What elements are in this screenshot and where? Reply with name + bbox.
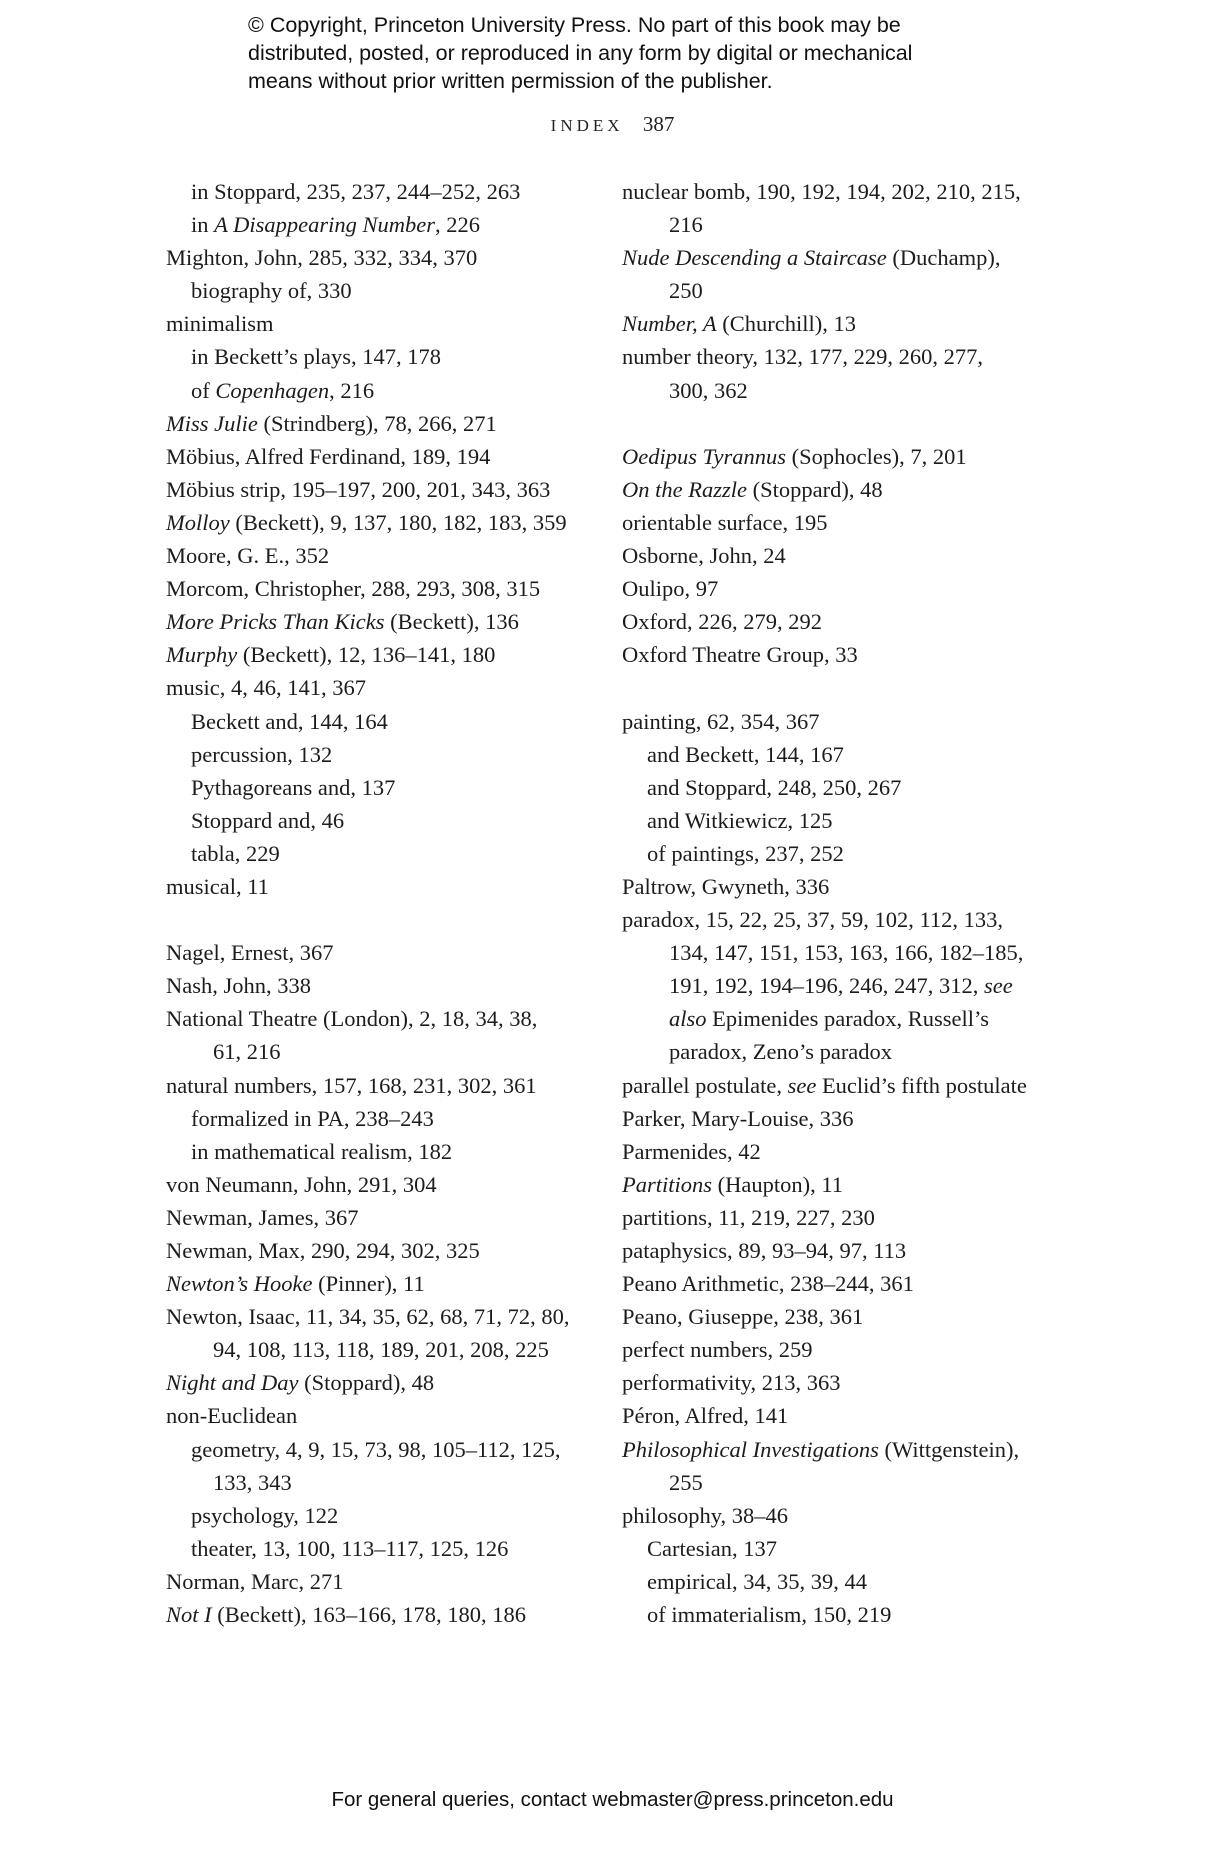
index-entry-text: Beckett and, 144, 164	[191, 708, 388, 734]
index-entry-text: in Beckett’s plays, 147, 178	[191, 344, 441, 370]
index-entry-text: Cartesian, 137	[647, 1535, 777, 1561]
index-spacer	[166, 903, 586, 936]
index-entry-text: non-Euclidean	[166, 1403, 298, 1429]
index-entry-title: Philosophical Investigations	[622, 1436, 879, 1462]
index-subentry	[166, 274, 586, 307]
index-subentry	[166, 1532, 586, 1565]
page-number: 387	[642, 112, 675, 136]
index-entry-text: , 226	[434, 212, 480, 238]
index-entry-text: of immaterialism, 150, 219	[647, 1602, 892, 1628]
index-entry-text: Möbius, Alfred Ferdinand, 189, 194	[166, 443, 491, 469]
index-entry-text: in Stoppard, 235, 237, 244–252, 263	[191, 179, 521, 204]
index-entry-text: 300, 362	[669, 377, 748, 403]
index-entry-continuation	[622, 374, 1052, 407]
index-entry	[166, 1234, 586, 1267]
index-entry-text: nuclear bomb, 190, 192, 194, 202, 210, 215,	[622, 179, 1021, 204]
index-entry	[166, 638, 586, 671]
index-entry-text: pataphysics, 89, 93–94, 97, 113	[622, 1238, 907, 1263]
index-entry-title: Night and Day	[166, 1370, 299, 1396]
index-entry	[166, 506, 586, 539]
index-entry-text: 216	[669, 212, 703, 238]
index-entry-text: perfect numbers, 259	[622, 1337, 813, 1363]
index-entry	[166, 1168, 586, 1201]
index-entry-text: 133, 343	[213, 1469, 292, 1495]
index-entry-text: Oulipo, 97	[622, 576, 719, 602]
index-entry	[166, 1565, 586, 1598]
index-entry-text: Osborne, John, 24	[622, 543, 786, 569]
index-entry-text: von Neumann, John, 291, 304	[166, 1171, 437, 1197]
index-entry-text: theater, 13, 100, 113–117, 125, 126	[191, 1535, 509, 1561]
index-entry-continuation	[622, 208, 1052, 241]
index-entry-text: (Beckett), 163–166, 178, 180, 186	[211, 1602, 526, 1628]
index-entry-text: (Haupton), 11	[712, 1171, 844, 1197]
index-entry	[622, 638, 1052, 671]
copyright-notice	[248, 11, 1008, 95]
index-entry-text: (Stoppard), 48	[746, 476, 883, 502]
index-entry	[622, 572, 1052, 605]
index-entry-text: (Churchill), 13	[716, 311, 856, 337]
index-entry	[622, 175, 1052, 208]
index-subentry	[166, 1499, 586, 1532]
index-entry-text: natural numbers, 157, 168, 231, 302, 361	[166, 1072, 537, 1098]
index-subentry	[166, 771, 586, 804]
index-entry	[622, 473, 1052, 506]
index-entry-text: Newman, James, 367	[166, 1204, 359, 1230]
index-entry	[622, 307, 1052, 340]
index-entry-title: Oedipus Tyrannus	[622, 443, 786, 469]
index-entry-text: (Pinner), 11	[312, 1271, 425, 1297]
index-column-right	[622, 175, 1052, 1631]
index-entry	[622, 1366, 1052, 1399]
index-entry-title: Partitions	[622, 1171, 713, 1197]
index-entry-continuation	[166, 1035, 586, 1068]
index-entry	[622, 506, 1052, 539]
index-entry-continuation	[622, 969, 1052, 1002]
index-spacer	[622, 407, 1052, 440]
index-entry	[622, 440, 1052, 473]
index-subentry	[622, 738, 1052, 771]
index-entry	[622, 340, 1052, 373]
index-entry-text: Oxford Theatre Group, 33	[622, 642, 858, 668]
index-entry-text: Norman, Marc, 271	[166, 1568, 344, 1594]
index-entry	[166, 1399, 586, 1432]
index-entry-text: (Beckett), 12, 136–141, 180	[237, 642, 496, 668]
index-subentry	[166, 340, 586, 373]
copyright-line: © Copyright, Princeton University Press. No part of this book may be	[248, 13, 901, 37]
index-entry-text: (Beckett), 9, 137, 180, 182, 183, 359	[229, 509, 567, 535]
index-entry-text: paradox, 15, 22, 25, 37, 59, 102, 112, 133,	[622, 907, 1004, 933]
index-entry-text: 94, 108, 113, 118, 189, 201, 208, 225	[213, 1337, 549, 1363]
index-entry-text: 250	[669, 278, 703, 304]
index-entry	[166, 1069, 586, 1102]
index-entry-text: Stoppard and, 46	[191, 807, 345, 833]
index-entry-title: Copenhagen	[215, 377, 330, 403]
index-entry	[622, 1300, 1052, 1333]
index-entry-text: Moore, G. E., 352	[166, 543, 330, 569]
index-entry	[622, 1069, 1052, 1102]
index-entry-text: (Sophocles), 7, 201	[785, 443, 967, 469]
index-entry-text: Nagel, Ernest, 367	[166, 940, 334, 966]
index-entry	[622, 241, 1052, 274]
index-entry	[622, 705, 1052, 738]
index-subentry	[622, 837, 1052, 870]
index-entry	[166, 307, 586, 340]
index-subentry	[166, 1433, 586, 1466]
index-subentry	[622, 1565, 1052, 1598]
index-entry-text: National Theatre (London), 2, 18, 34, 38,	[166, 1006, 538, 1032]
index-entry-text: Newton, Isaac, 11, 34, 35, 62, 68, 71, 72, 80,	[166, 1304, 570, 1330]
index-entry	[166, 241, 586, 274]
index-subentry	[622, 1598, 1052, 1631]
index-entry-text: Mighton, John, 285, 332, 334, 370	[166, 245, 478, 271]
index-entry	[166, 572, 586, 605]
index-entry-text: 191, 192, 194–196, 246, 247, 312,	[669, 973, 984, 999]
index-entry	[166, 605, 586, 638]
index-entry-continuation	[166, 1333, 586, 1366]
index-subentry	[166, 208, 586, 241]
index-entry-text: in	[191, 212, 215, 238]
index-entry-text: (Duchamp),	[886, 245, 1001, 271]
index-subentry	[166, 738, 586, 771]
index-spacer	[622, 671, 1052, 704]
index-entry-text: Parmenides, 42	[622, 1138, 761, 1164]
index-entry	[622, 1499, 1052, 1532]
index-entry-text: number theory, 132, 177, 229, 260, 277,	[622, 344, 983, 370]
index-entry-title: On the Razzle	[622, 476, 747, 502]
index-entry	[622, 1168, 1052, 1201]
index-entry-continuation	[622, 1002, 1052, 1035]
index-subentry	[166, 175, 586, 208]
index-entry-text: Nash, John, 338	[166, 973, 311, 999]
index-entry-text: Euclid’s fifth postulate	[816, 1072, 1027, 1098]
index-entry	[166, 440, 586, 473]
index-entry-text: 255	[669, 1469, 703, 1495]
index-entry-text: Péron, Alfred, 141	[622, 1403, 789, 1429]
index-entry	[622, 1201, 1052, 1234]
index-entry-text: Morcom, Christopher, 288, 293, 308, 315	[166, 576, 541, 602]
index-entry	[622, 903, 1052, 936]
index-entry-text: minimalism	[166, 311, 274, 337]
index-entry-text: Epimenides paradox, Russell’s	[706, 1006, 989, 1032]
index-entry-title: see	[984, 973, 1013, 999]
index-entry	[622, 539, 1052, 572]
index-entry-title: Newton’s Hooke	[166, 1271, 313, 1297]
index-column-left	[166, 175, 586, 1631]
index-entry-text: (Beckett), 136	[384, 609, 519, 635]
index-entry-text: tabla, 229	[191, 840, 280, 866]
index-entry-title: More Pricks Than Kicks	[166, 609, 385, 635]
index-entry-text: percussion, 132	[191, 741, 333, 767]
index-subentry	[166, 1135, 586, 1168]
index-entry	[622, 1234, 1052, 1267]
index-entry-title: Molloy	[166, 509, 230, 535]
index-entry-text: paradox, Zeno’s paradox	[669, 1039, 893, 1065]
index-entry	[622, 1267, 1052, 1300]
index-entry-title: Miss Julie	[166, 410, 258, 436]
index-entry	[166, 969, 586, 1002]
index-entry-text: Pythagoreans and, 137	[191, 774, 396, 800]
index-entry-text: (Stoppard), 48	[298, 1370, 435, 1396]
index-entry-text: and Stoppard, 248, 250, 267	[647, 774, 902, 800]
index-entry	[622, 1433, 1052, 1466]
index-entry-text: Oxford, 226, 279, 292	[622, 609, 822, 635]
index-entry-text: and Witkiewicz, 125	[647, 807, 833, 833]
index-subentry	[166, 374, 586, 407]
index-entry-text: of	[191, 377, 216, 403]
index-entry-text: psychology, 122	[191, 1502, 339, 1528]
index-entry-text: geometry, 4, 9, 15, 73, 98, 105–112, 125,	[191, 1436, 561, 1462]
index-entry-text: (Strindberg), 78, 266, 271	[257, 410, 497, 436]
index-entry-text: Newman, Max, 290, 294, 302, 325	[166, 1238, 480, 1263]
index-subentry	[166, 837, 586, 870]
index-entry-text: philosophy, 38–46	[622, 1502, 789, 1528]
index-entry	[166, 1267, 586, 1300]
index-entry-continuation	[166, 1466, 586, 1499]
index-entry	[166, 473, 586, 506]
index-entry-text: (Wittgenstein),	[878, 1436, 1020, 1462]
index-entry-text: Peano, Giuseppe, 238, 361	[622, 1304, 864, 1330]
index-entry	[166, 1366, 586, 1399]
index-entry-title: see	[787, 1072, 817, 1098]
index-entry	[166, 870, 586, 903]
index-entry-text: formalized in PA, 238–243	[191, 1105, 434, 1131]
index-entry-continuation	[622, 1466, 1052, 1499]
index-entry-text: painting, 62, 354, 367	[622, 708, 820, 734]
index-entry-continuation	[622, 1035, 1052, 1068]
index-entry	[166, 1300, 586, 1333]
index-entry-text: Peano Arithmetic, 238–244, 361	[622, 1271, 914, 1297]
index-entry-text: empirical, 34, 35, 39, 44	[647, 1568, 867, 1594]
copyright-line: means without prior written permission of the publisher.	[248, 69, 773, 93]
index-entry-title: Nude Descending a Staircase	[622, 245, 887, 271]
index-entry-title: A Disappearing Number	[214, 212, 435, 238]
index-entry-text: performativity, 213, 363	[622, 1370, 841, 1396]
running-head-title: INDEX	[550, 116, 624, 135]
index-entry-text: music, 4, 46, 141, 367	[166, 675, 366, 701]
index-subentry	[166, 1102, 586, 1135]
footer-contact: For general queries, contact webmaster@press.princeton.edu	[331, 1788, 894, 1811]
index-entry-text: of paintings, 237, 252	[647, 840, 844, 866]
index-subentry	[622, 1532, 1052, 1565]
index-entry-text: , 216	[329, 377, 375, 403]
index-entry-text: biography of, 330	[191, 278, 352, 304]
index-entry	[622, 1102, 1052, 1135]
index-entry	[622, 605, 1052, 638]
index-entry-title: also	[669, 1006, 707, 1032]
index-entry	[622, 1135, 1052, 1168]
index-entry-text: 61, 216	[213, 1039, 281, 1065]
index-entry-text: and Beckett, 144, 167	[647, 741, 844, 767]
index-entry	[166, 936, 586, 969]
index-subentry	[622, 804, 1052, 837]
index-entry-text: partitions, 11, 219, 227, 230	[622, 1204, 875, 1230]
index-entry-text: Parker, Mary-Louise, 336	[622, 1105, 854, 1131]
index-entry	[166, 1598, 586, 1631]
copyright-line: distributed, posted, or reproduced in any form by digital or mechanical	[248, 41, 913, 65]
index-entry	[166, 539, 586, 572]
index-entry-continuation	[622, 936, 1052, 969]
index-entry	[622, 1333, 1052, 1366]
index-subentry	[166, 705, 586, 738]
index-entry-text: Möbius strip, 195–197, 200, 201, 343, 363	[166, 476, 551, 502]
running-head	[0, 112, 1225, 137]
index-entry-text: parallel postulate,	[622, 1072, 788, 1098]
index-entry	[166, 407, 586, 440]
index-entry-continuation	[622, 274, 1052, 307]
index-entry-title: Not I	[166, 1602, 212, 1628]
index-entry-text: orientable surface, 195	[622, 509, 828, 535]
index-entry-text: in mathematical realism, 182	[191, 1138, 453, 1164]
index-entry-title: Number, A	[622, 311, 717, 337]
index-subentry	[622, 771, 1052, 804]
index-entry-text: musical, 11	[166, 873, 269, 899]
index-entry	[166, 671, 586, 704]
index-entry-text: 134, 147, 151, 153, 163, 166, 182–185,	[669, 940, 1024, 966]
index-entry-title: Murphy	[166, 642, 238, 668]
index-subentry	[166, 804, 586, 837]
index-entry	[622, 1399, 1052, 1432]
index-entry	[166, 1201, 586, 1234]
index-entry-text: Paltrow, Gwyneth, 336	[622, 873, 830, 899]
index-entry	[166, 1002, 586, 1035]
index-entry	[622, 870, 1052, 903]
